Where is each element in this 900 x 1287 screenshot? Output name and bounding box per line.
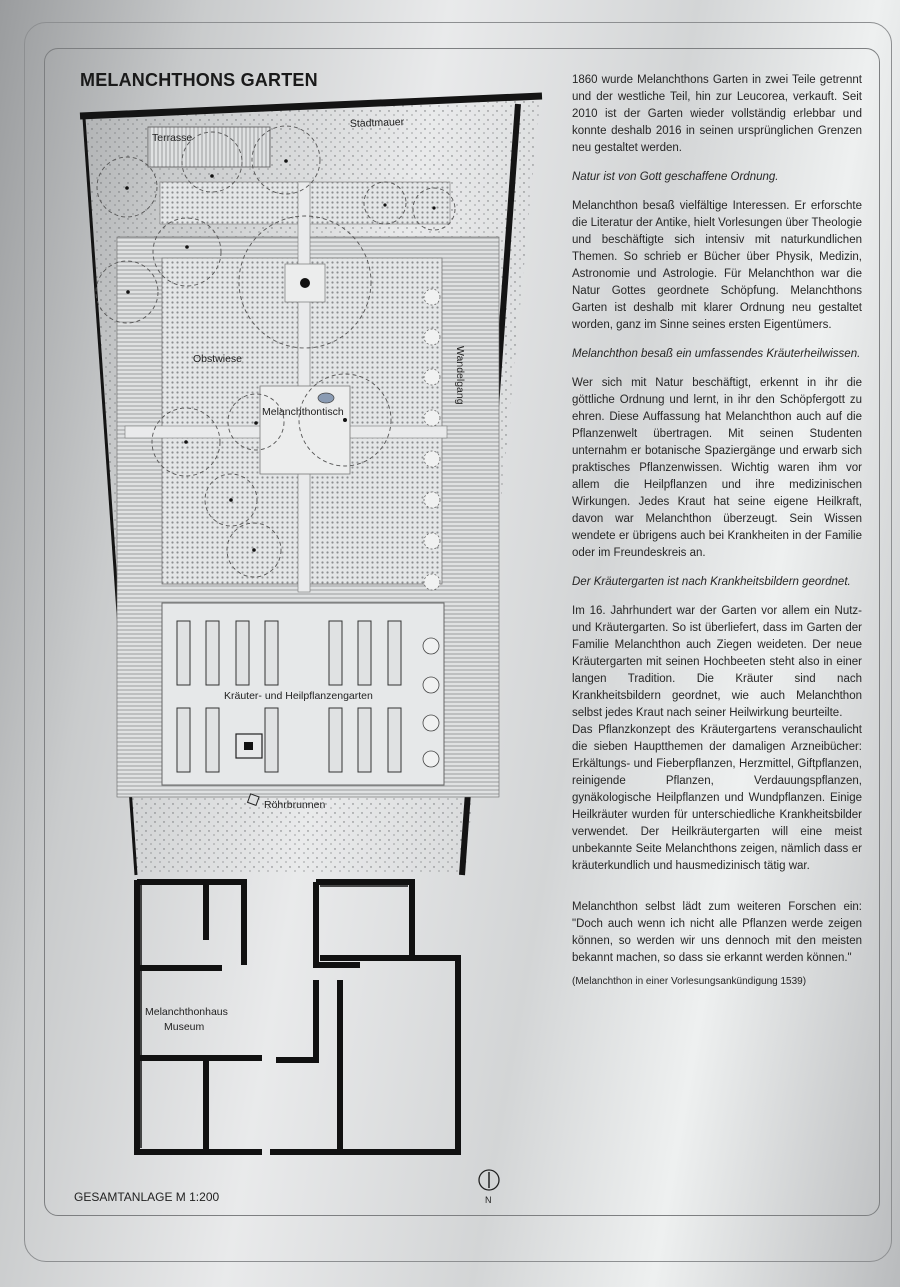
paragraph-plant-knowledge: Wer sich mit Natur beschäftigt, erkennt in ihr die göttliche Ordnung und lernt, in ihr den Schöpfergott zu ehren. Diese Auffassung hat Melanchthon auch auf die Pflanzenwelt übertragen. Mit seinen Studenten unternahm er botanische Spaziergänge und erwarb sich praktisches Pflanzenwissen. Wichtig waren ihm vor allem die Heilpflanzen und ihre medizinischen Wirkungen. Jedes Kraut hat seine eigene Heilkraft, davon war Melanchthon überzeugt. Sein Wissen wendete er übrigens auch bei Krankheiten in der Familie oder im Freundeskreis an. bbox=[572, 377, 862, 559]
paragraph-history: Im 16. Jahrhundert war der Garten vor allem ein Nutz- und Kräutergarten. So ist überliefert, dass im Garten der Familie Melanchthon auch Ziegen weideten. Der neue Kräutergarten mit seinen Hochbeeten steht also in einer langen Tradition. Die Kräuter sind nach Krankheitsbildern geordnet, wie auch Melanchthon selbst jedes Kraut nach seiner Heilwirkung beurteilte. bbox=[572, 605, 862, 719]
paragraph-quote: Melanchthon selbst lädt zum weiteren Forschen ein: "Doch auch wenn ich nicht alle Pflanzen werde zeigen können, so werden wir uns dennoch mit den meisten bekannt machen, so dass sie erkannt werden können." bbox=[572, 901, 862, 964]
label-house: Melanchthonhaus bbox=[145, 1006, 228, 1018]
heading-herb-knowledge: Melanchthon besaß ein umfassendes Kräuterheilwissen. bbox=[572, 348, 861, 360]
page-title: MELANCHTHONS GARTEN bbox=[80, 70, 318, 90]
label-walkway: Wandelgang bbox=[454, 346, 466, 405]
description-text bbox=[572, 72, 862, 1002]
north-arrow-icon bbox=[479, 1170, 499, 1190]
label-herb-garden: Kräuter- und Heilpflanzengarten bbox=[224, 690, 373, 702]
melanchthon-table bbox=[318, 393, 334, 403]
label-city-wall: Stadtmauer bbox=[349, 116, 405, 130]
label-well: Röhrbrunnen bbox=[264, 799, 326, 811]
paragraph-interests: Melanchthon besaß vielfältige Interessen. Er erforschte die Literatur der Antike, hielt Vorlesungen über Theologie und beschäftigte sich intensiv mit naturkundlichen Themen. So schrieb er Bücher über Physik, Medizin, Astronomie und Astrologie. Für Melanchthon war die Natur Gottes geordnete Schöpfung. Melanchthons Garten ist deshalb mit klarer Ordnung neu gestaltet worden, ganz im Sinne seines ersten Eigentümers. bbox=[572, 200, 862, 331]
paragraph-planting-concept: Das Pflanzkonzept des Kräutergartens veranschaulicht die sieben Hauptthemen der damaligen Arzneibücher: Erkältungs- und Fieberpflanzen, Herzmittel, Giftpflanzen, reinigende Pflanzen, Verdauungspflanzen, gynäkologische Heilpflanzen und Wundpflanzen. Einige Heilkräuter wurden für unterschiedliche Krankheitsbilder verwendet. Der Heilkräutergarten will eine meist unbekannte Seite Melanchthons zeigen, nämlich dass er kräuterkundlich und hausmedizinisch tätig war. bbox=[572, 724, 862, 872]
label-terrace: Terrasse bbox=[152, 132, 193, 144]
melanchthon-table-plaza bbox=[260, 386, 350, 474]
label-orchard: Obstwiese bbox=[193, 353, 243, 365]
herb-garden-center-mark bbox=[244, 742, 253, 750]
label-melanchthon-table: Melanchthontisch bbox=[262, 406, 344, 418]
scale-label: GESAMTANLAGE M 1:200 bbox=[74, 1190, 220, 1204]
label-north: N bbox=[485, 1195, 492, 1205]
heading-nature-order: Natur ist von Gott geschaffene Ordnung. bbox=[572, 171, 779, 183]
central-tree bbox=[300, 278, 310, 288]
intro-paragraph: 1860 wurde Melanchthons Garten in zwei Teile getrennt und der westliche Teil, hin zur Leucorea, verkauft. Seit 2010 ist der Garten wieder vollständig erlebbar und konnte deshalb 2016 in seinen ursprünglichen Grenzen neu gestaltet werden. bbox=[572, 74, 862, 154]
label-museum: Museum bbox=[164, 1021, 205, 1033]
quote-citation: (Melanchthon in einer Vorlesungsankündigung 1539) bbox=[572, 976, 807, 987]
heading-herb-garden-order: Der Kräutergarten ist nach Krankheitsbildern geordnet. bbox=[572, 576, 851, 588]
